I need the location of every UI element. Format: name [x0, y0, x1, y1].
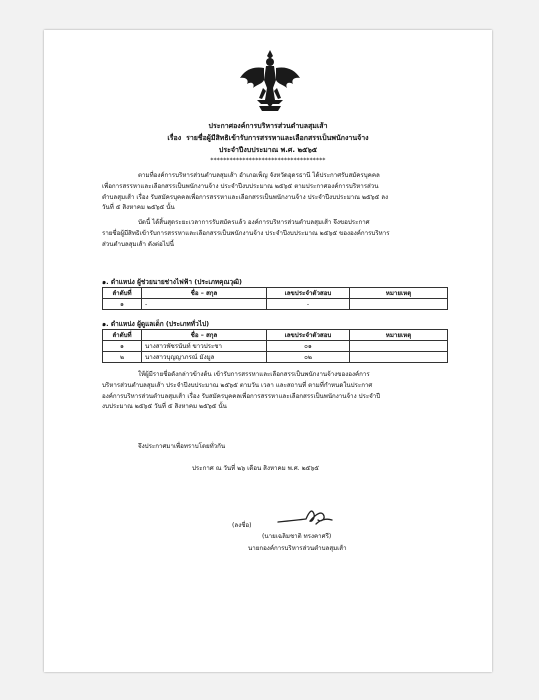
section-2-table	[102, 329, 448, 363]
table-row	[103, 341, 448, 352]
garuda-emblem-icon	[239, 48, 301, 114]
col-header-no: ลำดับที่	[103, 330, 142, 341]
table-header-row	[103, 288, 448, 299]
cell-note	[350, 341, 448, 352]
star-divider: ************************************	[210, 157, 326, 164]
table-row	[103, 352, 448, 363]
col-header-note: หมายเหตุ	[350, 288, 448, 299]
paragraph-line: เพื่อการสรรหาและเลือกสรรเป็นพนักงานจ้าง ประจำปีงบประมาณ ๒๕๖๕ ตามประกาศองค์การบริหารส่วน	[102, 182, 379, 190]
fiscal-year-line: ประจำปีงบประมาณ พ.ศ. ๒๕๖๕	[218, 146, 318, 154]
paragraph-line: งบประมาณ ๒๕๖๕ วันที่ ๕ สิงหาคม ๒๕๖๕ นั้น	[102, 403, 227, 411]
col-header-no: ลำดับที่	[103, 288, 142, 299]
cell-note	[350, 352, 448, 363]
document-page	[44, 30, 492, 672]
subject-text: รายชื่อผู้มีสิทธิเข้ารับการสรรหาและเลือกสรรเป็นพนักงานจ้าง	[186, 134, 369, 142]
paragraph-1	[102, 171, 447, 214]
signer-name: (นายเฉลิมชาติ ทรงคาศรี)	[262, 533, 332, 540]
paragraph-line: บัดนี้ ได้สิ้นสุดระยะเวลาการรับสมัครแล้ว องค์การบริหารส่วนตำบลสุมเส้า จึงขอประกาศ	[138, 219, 370, 226]
signer-position: นายกองค์การบริหารส่วนตำบลสุมเส้า	[248, 545, 347, 552]
paragraph-line: วันที่ ๕ สิงหาคม ๒๕๖๕ นั้น	[102, 204, 175, 212]
section-1-title: ๑. ตำแหน่ง ผู้ช่วยนายช่างไฟฟ้า (ประเภทคุณวุฒิ)	[102, 278, 243, 286]
col-header-name: ชื่อ – สกุล	[142, 330, 267, 341]
handwritten-signature	[276, 504, 336, 530]
cell-note	[350, 299, 448, 310]
section-1-table	[102, 287, 448, 310]
cell-name: -	[142, 299, 267, 310]
table-row	[103, 299, 448, 310]
subject-label: เรื่อง	[167, 134, 182, 142]
cell-exam-id: ๐๑	[267, 341, 350, 352]
table-header-row	[103, 330, 448, 341]
cell-exam-id: ๐๒	[267, 352, 350, 363]
cell-name: นางสาวบุญญาภรณ์ มังมูล	[142, 352, 267, 363]
paragraph-line: ส่วนตำบลสุมเส้า ดังต่อไปนี้	[102, 240, 174, 248]
paragraph-line: ตามที่องค์การบริหารส่วนตำบลสุมเส้า อำเภอเพ็ญ จังหวัดอุดรธานี ได้ประกาศรับสมัครบุคคล	[138, 172, 380, 179]
announcement-date: ประกาศ ณ วันที่ ๒๖ เดือน สิงหาคม พ.ศ. ๒๕๖๕	[192, 465, 319, 472]
col-header-note: หมายเหตุ	[350, 330, 448, 341]
col-header-name: ชื่อ – สกุล	[142, 288, 267, 299]
announcement-heading: ประกาศองค์การบริหารส่วนตำบลสุมเส้า	[208, 122, 328, 130]
col-header-exam-id: เลขประจำตัวสอบ	[267, 330, 350, 341]
closing-statement: จึงประกาศมาเพื่อทราบโดยทั่วกัน	[138, 443, 226, 450]
subject-line	[44, 134, 492, 143]
sign-label: (ลงชื่อ)	[232, 522, 252, 529]
col-header-exam-id: เลขประจำตัวสอบ	[267, 288, 350, 299]
paragraph-2	[102, 218, 447, 250]
cell-exam-id: -	[267, 299, 350, 310]
paragraph-line: ตำบลสุมเส้า เรื่อง รับสมัครบุคคลเพื่อการสรรหาและเลือกสรรเป็นพนักงานจ้าง ประจำปีงบประมาณ ๒๕๖๕ ลง	[102, 193, 389, 201]
paragraph-line: รายชื่อผู้มีสิทธิเข้ารับการสรรหาและเลือกสรรเป็นพนักงานจ้าง ประจำปีงบประมาณ ๒๕๖๕ ขององค์การบริหาร	[102, 229, 390, 237]
cell-no: ๑	[103, 299, 142, 310]
paragraph-3	[102, 370, 447, 413]
cell-no: ๒	[103, 352, 142, 363]
section-2-title: ๑. ตำแหน่ง ผู้ดูแลเด็ก (ประเภททั่วไป)	[102, 320, 210, 328]
paragraph-line: องค์การบริหารส่วนตำบลสุมเส้า เรื่อง รับสมัครบุคคลเพื่อการสรรหาและเลือกสรรเป็นพนักงานจ้าง ประจำปี	[102, 392, 381, 400]
cell-name: นางสาวพัชรนันท์ ขาวประชา	[142, 341, 267, 352]
paragraph-line: ให้ผู้มีรายชื่อดังกล่าวข้างต้น เข้ารับการสรรหาและเลือกสรรเป็นพนักงานจ้างขององค์การ	[138, 371, 370, 378]
cell-no: ๑	[103, 341, 142, 352]
paragraph-line: บริหารส่วนตำบลสุมเส้า ประจำปีงบประมาณ ๒๕๖๕ ตามวัน เวลา และสถานที่ ตามที่กำหนดในประกาศ	[102, 381, 373, 389]
